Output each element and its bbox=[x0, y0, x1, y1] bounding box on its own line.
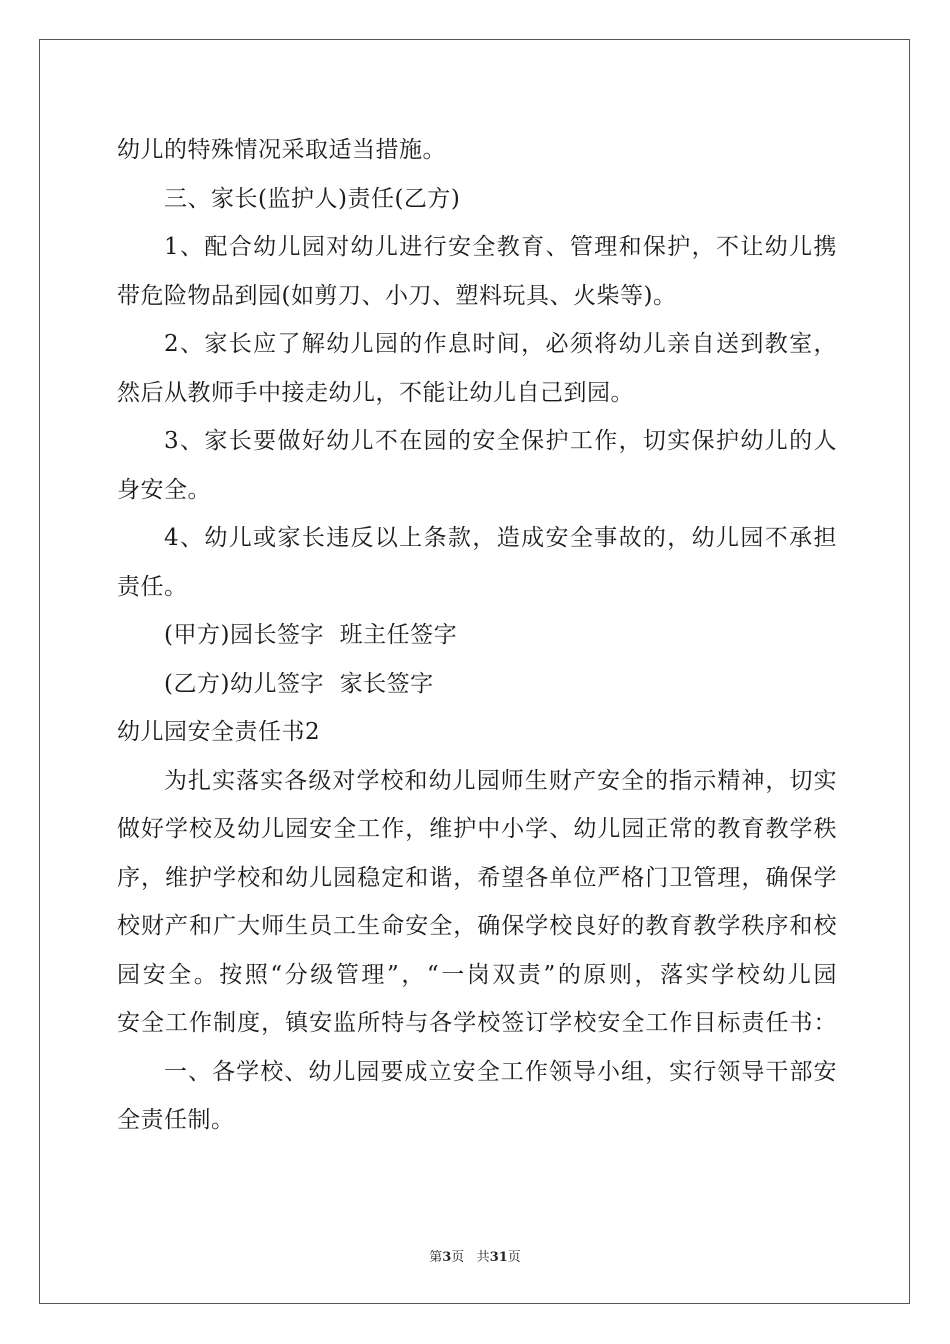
text-line: 为扎实落实各级对学校和幼儿园师生财产安全的指示精神，切实 bbox=[164, 767, 837, 794]
text-line: 幼儿的特殊情况采取适当措施。 bbox=[117, 137, 446, 163]
footer-total-suffix: 页 bbox=[507, 1250, 521, 1265]
document-title: 幼儿园安全责任书2 bbox=[117, 719, 321, 745]
text-line: 责任。 bbox=[117, 573, 188, 600]
document-body bbox=[117, 126, 837, 1145]
footer-total-pages: 31 bbox=[489, 1250, 508, 1265]
text-line: 做好学校及幼儿园安全工作，维护中小学、幼儿园正常的教育教学秩 bbox=[117, 816, 837, 842]
text-line: 3、家长要做好幼儿不在园的安全保护工作，切实保护幼儿的人 bbox=[164, 428, 837, 454]
text-line: 校财产和广大师生员工生命安全，确保学校良好的教育教学秩序和校 bbox=[117, 913, 837, 939]
text-line: 园安全。按照“分级管理”，“一岗双责”的原则，落实学校幼儿园 bbox=[117, 961, 837, 988]
text-line: 带危险物品到园(如剪刀、小刀、塑料玩具、火柴等)。 bbox=[117, 282, 677, 309]
text-line: 然后从教师手中接走幼儿，不能让幼儿自己到园。 bbox=[117, 379, 634, 406]
text-line: 全责任制。 bbox=[117, 1107, 235, 1133]
text-line: 一、各学校、幼儿园要成立安全工作领导小组，实行领导干部安 bbox=[164, 1058, 837, 1085]
text-line: 2、家长应了解幼儿园的作息时间，必须将幼儿亲自送到教室， bbox=[164, 331, 837, 357]
signature-line: (甲方)园长签字 班主任签字 bbox=[164, 622, 458, 648]
footer-total-prefix: 共 bbox=[476, 1250, 490, 1265]
text-line: 1、配合幼儿园对幼儿进行安全教育、管理和保护，不让幼儿携 bbox=[164, 234, 837, 260]
footer-prefix: 第 bbox=[429, 1250, 443, 1265]
section-heading: 三、家长(监护人)责任(乙方) bbox=[164, 185, 461, 212]
signature-line: (乙方)幼儿签字 家长签字 bbox=[164, 670, 434, 697]
text-line: 序，维护学校和幼儿园稳定和谐，希望各单位严格门卫管理，确保学 bbox=[117, 864, 837, 891]
text-line: 安全工作制度，镇安监所特与各学校签订学校安全工作目标责任书： bbox=[117, 1010, 837, 1036]
page-footer bbox=[0, 1246, 950, 1265]
text-line: 4、幼儿或家长违反以上条款，造成安全事故的，幼儿园不承担 bbox=[164, 525, 837, 551]
footer-page-suffix: 页 bbox=[451, 1250, 465, 1265]
text-line: 身安全。 bbox=[117, 476, 211, 503]
footer-page-number: 3 bbox=[442, 1250, 452, 1265]
